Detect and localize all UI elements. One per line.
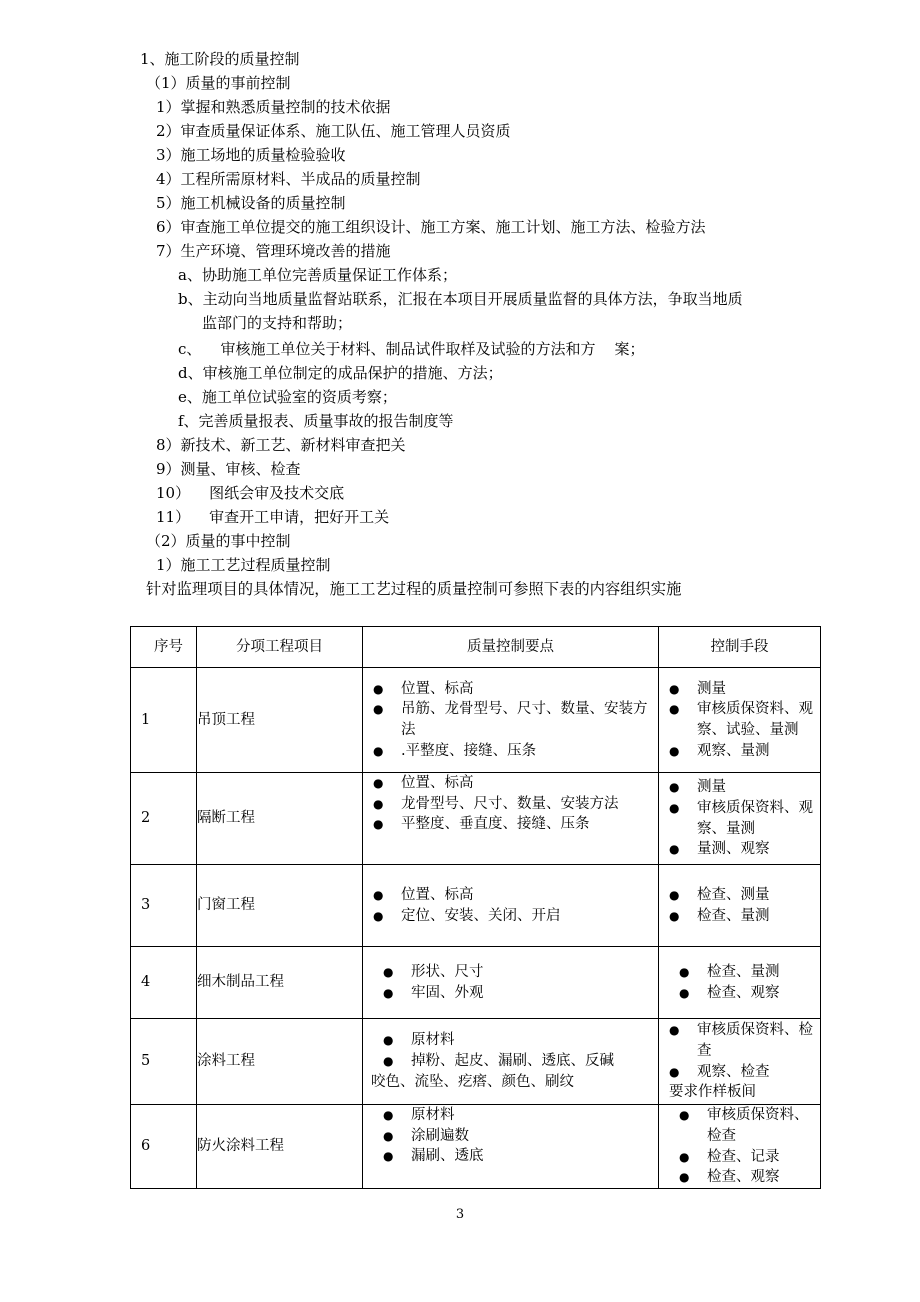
row-points (363, 947, 659, 1019)
outline-item: 1）施工工艺过程质量控制 (156, 556, 331, 574)
row-no: 1 (131, 668, 197, 773)
point-item: ● .平整度、接缝、压条 (363, 741, 658, 762)
outline-subitem: a、协助施工单位完善质量保证工作体系； (178, 266, 457, 284)
control-item: ● 审核质保资料、观察、试验、量测 (659, 699, 820, 740)
section-heading: 1、施工阶段的质量控制 (140, 50, 300, 68)
row-item-name: 吊顶工程 (197, 668, 363, 773)
row-no: 3 (131, 865, 197, 947)
point-item: ● 掉粉、起皮、漏刷、透底、反碱 (363, 1051, 658, 1072)
point-item: ● 原材料 (363, 1105, 658, 1126)
row-points (363, 1105, 659, 1189)
row-controls (659, 773, 821, 865)
row-no: 4 (131, 947, 197, 1019)
row-points (363, 773, 659, 865)
control-item: ● 检查、观察 (659, 1167, 820, 1188)
table-row (131, 865, 821, 947)
row-item-name: 细木制品工程 (197, 947, 363, 1019)
table-row (131, 668, 821, 773)
row-points (363, 865, 659, 947)
outline-item: 7）生产环境、管理环境改善的措施 (156, 242, 391, 260)
outline-subitem-continued: 监部门的支持和帮助； (202, 314, 353, 332)
point-item: ● 定位、安装、关闭、开启 (363, 906, 658, 927)
control-item: ● 观察、量测 (659, 741, 820, 762)
outline-subitem: d、审核施工单位制定的成品保护的措施、方法； (178, 364, 503, 382)
outline-item: 6）审查施工单位提交的施工组织设计、施工方案、施工计划、施工方法、检验方法 (156, 218, 706, 236)
outline-item: 2）审查质量保证体系、施工队伍、施工管理人员资质 (156, 122, 511, 140)
page-number: 3 (455, 1207, 465, 1222)
control-item: ● 审核质保资料、检查 (659, 1020, 820, 1061)
table-header-row (131, 627, 821, 668)
point-item: ● 位置、标高 (363, 773, 658, 794)
outline-item: 9）测量、审核、检查 (156, 460, 301, 478)
row-controls (659, 865, 821, 947)
row-controls (659, 1105, 821, 1189)
point-item: ● 原材料 (363, 1030, 658, 1051)
outline-item: 11） 审查开工申请，把好开工关 (156, 508, 390, 526)
row-points (363, 1019, 659, 1105)
point-item: ● 涂刷遍数 (363, 1126, 658, 1147)
row-controls (659, 668, 821, 773)
subsection-heading: （2）质量的事中控制 (146, 532, 291, 550)
outline-item: 3）施工场地的质量检验验收 (156, 146, 346, 164)
row-no: 2 (131, 773, 197, 865)
outline-item: 1）掌握和熟悉质量控制的技术依据 (156, 98, 391, 116)
control-item: ● 观察、检查 (659, 1062, 820, 1083)
row-item-name: 隔断工程 (197, 773, 363, 865)
row-item-name: 防火涂料工程 (197, 1105, 363, 1189)
point-item: ● 漏刷、透底 (363, 1146, 658, 1167)
subsection-heading: （1）质量的事前控制 (146, 74, 291, 92)
control-item: ● 检查、观察 (659, 983, 820, 1004)
row-controls (659, 947, 821, 1019)
control-item: ● 审核质保资料、观察、量测 (659, 798, 820, 839)
table-row (131, 1019, 821, 1105)
control-item: ● 检查、记录 (659, 1147, 820, 1168)
point-item: ● 位置、标高 (363, 885, 658, 906)
point-continuation: 咬色、流坠、疙瘩、颜色、刷纹 (371, 1073, 574, 1090)
table-intro: 针对监理项目的具体情况，施工工艺过程的质量控制可参照下表的内容组织实施 (146, 580, 682, 598)
table-row (131, 773, 821, 865)
row-item-name: 涂料工程 (197, 1019, 363, 1105)
table-row (131, 947, 821, 1019)
outline-item: 10） 图纸会审及技术交底 (156, 484, 345, 502)
outline-subitem: c、 审核施工单位关于材料、制品试件取样及试验的方法和方 案； (178, 340, 645, 358)
row-no: 6 (131, 1105, 197, 1189)
point-item: ● 位置、标高 (363, 679, 658, 700)
table-row (131, 1105, 821, 1189)
outline-item: 5）施工机械设备的质量控制 (156, 194, 346, 212)
outline-subitem: e、施工单位试验室的资质考察； (178, 388, 397, 406)
control-item: ● 检查、量测 (659, 962, 820, 983)
row-no: 5 (131, 1019, 197, 1105)
row-controls (659, 1019, 821, 1105)
outline-item: 8）新技术、新工艺、新材料审查把关 (156, 436, 406, 454)
point-item: ● 吊筋、龙骨型号、尺寸、数量、安装方法 (363, 699, 658, 740)
control-item: ● 量测、观察 (659, 839, 820, 860)
row-item-name: 门窗工程 (197, 865, 363, 947)
control-item: ● 测量 (659, 777, 820, 798)
outline-item: 4）工程所需原材料、半成品的质量控制 (156, 170, 421, 188)
point-item: ● 形状、尺寸 (363, 962, 658, 983)
quality-control-table (130, 626, 821, 1189)
outline-subitem: f、完善质量报表、质量事故的报告制度等 (178, 412, 454, 430)
point-item: ● 牢固、外观 (363, 983, 658, 1004)
control-item: ● 检查、量测 (659, 906, 820, 927)
control-item: ● 审核质保资料、检查 (659, 1105, 820, 1146)
point-item: ● 龙骨型号、尺寸、数量、安装方法 (363, 794, 658, 815)
outline-subitem: b、主动向当地质量监督站联系，汇报在本项目开展质量监督的具体方法，争取当地质 (178, 290, 743, 308)
row-points (363, 668, 659, 773)
header-no: 序号 (131, 627, 197, 668)
point-item: ● 平整度、垂直度、接缝、压条 (363, 814, 658, 835)
header-controls: 控制手段 (659, 627, 821, 668)
control-continuation: 要求作样板间 (669, 1084, 756, 1101)
header-item: 分项工程项目 (197, 627, 363, 668)
header-points: 质量控制要点 (363, 627, 659, 668)
control-item: ● 检查、测量 (659, 885, 820, 906)
control-item: ● 测量 (659, 679, 820, 700)
